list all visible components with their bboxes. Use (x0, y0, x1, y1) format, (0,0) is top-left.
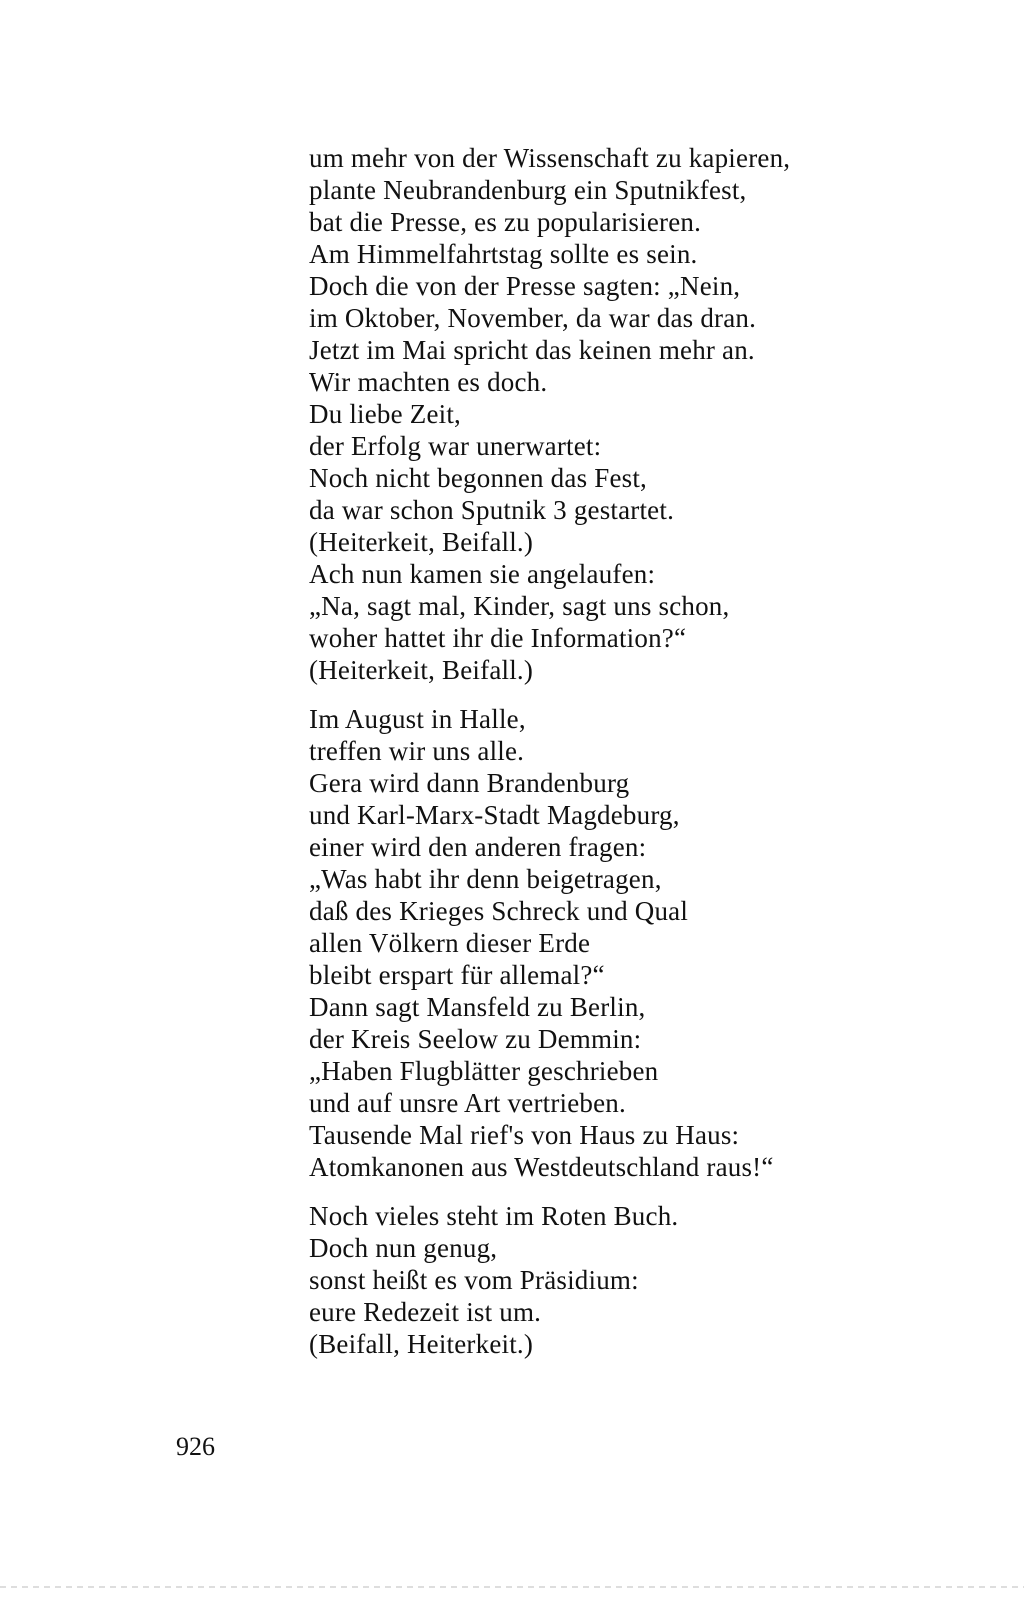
poem-line: einer wird den anderen fragen: (309, 832, 647, 862)
poem-line: Dann sagt Mansfeld zu Berlin, (309, 992, 646, 1022)
poem-line: Jetzt im Mai spricht das keinen mehr an. (309, 335, 755, 365)
poem-line: Gera wird dann Brandenburg (309, 768, 630, 798)
poem-line: Tausende Mal rief's von Haus zu Haus: (309, 1120, 740, 1150)
poem-line: eure Redezeit ist um. (309, 1297, 542, 1327)
poem-line: Im August in Halle, (309, 704, 526, 734)
poem-line: allen Völkern dieser Erde (309, 928, 591, 958)
stanza-2 (309, 703, 969, 1183)
poem-line: bleibt erspart für allemal?“ (309, 960, 605, 990)
poem-line: und Karl-Marx-Stadt Magdeburg, (309, 800, 680, 830)
stage-direction: (Heiterkeit, Beifall.) (309, 527, 534, 557)
poem-line: „Na, sagt mal, Kinder, sagt uns schon, (309, 591, 730, 621)
poem-line: Noch vieles steht im Roten Buch. (309, 1201, 679, 1231)
poem-line: im Oktober, November, da war das dran. (309, 303, 757, 333)
poem-line: plante Neubrandenburg ein Sputnikfest, (309, 175, 747, 205)
poem-line: woher hattet ihr die Information?“ (309, 623, 687, 653)
stanza-3 (309, 1200, 969, 1360)
page-number: 926 (176, 1432, 215, 1461)
poem-line: bat die Presse, es zu popularisieren. (309, 207, 702, 237)
stanza-1 (309, 142, 969, 686)
poem-text (309, 142, 969, 1360)
poem-line: Doch die von der Presse sagten: „Nein, (309, 271, 741, 301)
poem-line: da war schon Sputnik 3 gestartet. (309, 495, 675, 525)
stage-direction: (Beifall, Heiterkeit.) (309, 1329, 534, 1359)
poem-line: um mehr von der Wissenschaft zu kapieren, (309, 143, 791, 173)
poem-line: sonst heißt es vom Präsidium: (309, 1265, 639, 1295)
scan-edge-divider (0, 1586, 1024, 1588)
poem-line: daß des Krieges Schreck und Qual (309, 896, 689, 926)
poem-line: Atomkanonen aus Westdeutschland raus!“ (309, 1152, 774, 1182)
poem-line: Noch nicht begonnen das Fest, (309, 463, 647, 493)
poem-line: und auf unsre Art vertrieben. (309, 1088, 626, 1118)
poem-line: treffen wir uns alle. (309, 736, 525, 766)
poem-line: der Erfolg war unerwartet: (309, 431, 602, 461)
poem-line: Ach nun kamen sie angelaufen: (309, 559, 656, 589)
poem-line: Doch nun genug, (309, 1233, 498, 1263)
poem-line: Du liebe Zeit, (309, 399, 461, 429)
poem-line: der Kreis Seelow zu Demmin: (309, 1024, 642, 1054)
poem-line: Am Himmelfahrtstag sollte es sein. (309, 239, 698, 269)
stage-direction: (Heiterkeit, Beifall.) (309, 655, 534, 685)
poem-line: „Was habt ihr denn beigetragen, (309, 864, 662, 894)
poem-line: Wir machten es doch. (309, 367, 548, 397)
poem-line: „Haben Flugblätter geschrieben (309, 1056, 659, 1086)
